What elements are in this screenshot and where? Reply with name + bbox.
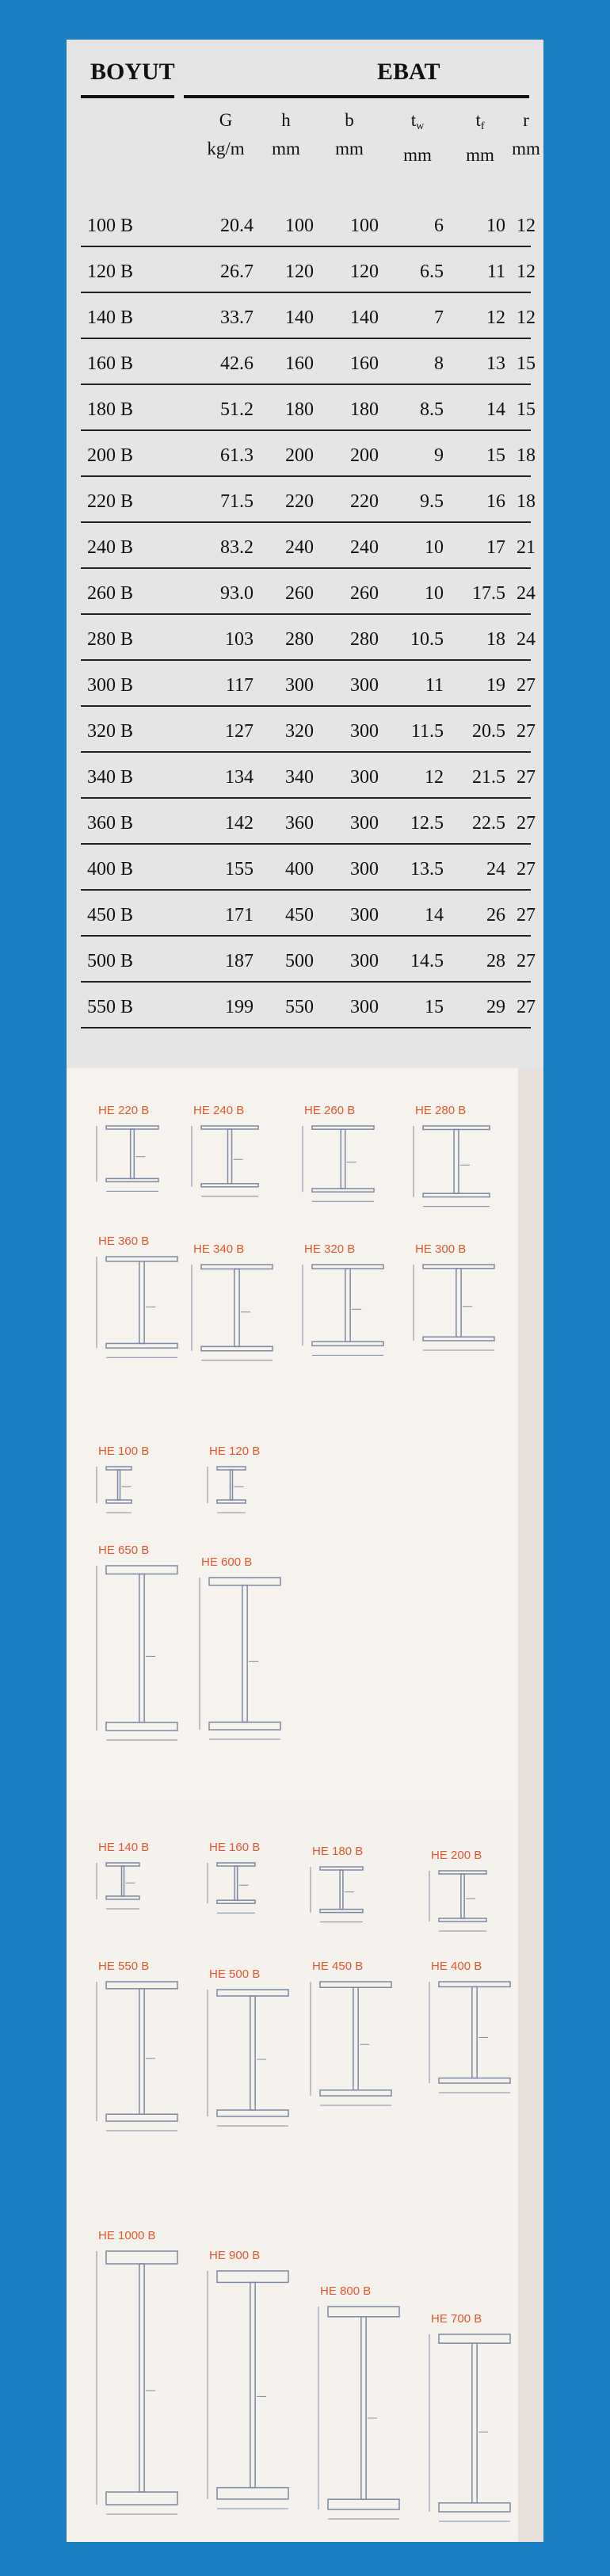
drawing-label: HE 400 B xyxy=(431,1960,482,1973)
column-unit: mm xyxy=(512,139,540,158)
profile-name: 550 B xyxy=(87,997,134,1017)
web-thickness-value: 9.5 xyxy=(420,491,444,512)
i-beam-section-svg xyxy=(90,2248,193,2521)
height-value: 120 xyxy=(285,261,314,282)
bottom-flange xyxy=(439,2078,510,2083)
column-symbol-letter: G xyxy=(219,110,233,130)
drawing-label: HE 260 B xyxy=(304,1104,356,1117)
table-row xyxy=(67,941,543,987)
i-beam-section-svg xyxy=(296,1261,399,1361)
profile-name: 400 B xyxy=(87,859,134,880)
web xyxy=(139,1574,144,1722)
web-thickness-value: 14.5 xyxy=(410,951,444,971)
weight-value: 83.2 xyxy=(220,537,254,558)
ebat-header-rule xyxy=(184,95,529,98)
web xyxy=(250,1996,255,2110)
weight-value: 26.7 xyxy=(220,261,254,282)
flange-thickness-value: 17 xyxy=(486,537,505,558)
web-thickness-value: 11 xyxy=(425,675,444,696)
bottom-flange xyxy=(320,2090,391,2096)
top-flange xyxy=(312,1265,383,1269)
column-header-4 xyxy=(455,106,505,170)
radius-value: 15 xyxy=(517,399,536,420)
weight-value: 71.5 xyxy=(220,491,254,512)
bottom-flange xyxy=(106,1343,177,1348)
profile-name: 260 B xyxy=(87,583,134,604)
drawing-label: HE 120 B xyxy=(209,1444,261,1458)
height-value: 300 xyxy=(285,675,314,696)
bottom-flange xyxy=(201,1346,273,1350)
width-value: 300 xyxy=(350,675,379,696)
i-beam-section-svg xyxy=(423,1979,526,2099)
column-symbol xyxy=(512,106,540,135)
table-row xyxy=(67,620,543,666)
width-value: 100 xyxy=(350,216,379,236)
i-beam-section-svg xyxy=(90,1464,147,1519)
bottom-flange xyxy=(312,1341,383,1345)
i-beam-section-svg xyxy=(201,1464,261,1519)
flange-thickness-value: 13 xyxy=(486,353,505,374)
height-value: 240 xyxy=(285,537,314,558)
radius-value: 27 xyxy=(517,675,536,696)
row-divider xyxy=(81,1027,531,1028)
top-flange xyxy=(439,1982,510,1986)
drawing-label: HE 650 B xyxy=(98,1544,150,1557)
boyut-header-rule xyxy=(81,95,174,98)
radius-value: 27 xyxy=(517,905,536,925)
column-unit: mm xyxy=(403,145,432,165)
flange-thickness-value: 16 xyxy=(486,491,505,512)
drawing-label: HE 600 B xyxy=(201,1555,253,1569)
column-symbol xyxy=(455,106,505,141)
radius-value: 15 xyxy=(517,353,536,374)
web-thickness-value: 15 xyxy=(425,997,444,1017)
flange-thickness-value: 22.5 xyxy=(472,813,505,834)
row-divider xyxy=(81,935,531,937)
width-value: 300 xyxy=(350,767,379,788)
drawing-label: HE 700 B xyxy=(431,2312,482,2326)
table-row xyxy=(67,895,543,941)
height-value: 180 xyxy=(285,399,314,420)
drawing-label: HE 360 B xyxy=(98,1235,150,1248)
height-value: 160 xyxy=(285,353,314,374)
web-thickness-value: 8 xyxy=(434,353,444,374)
web-thickness-value: 8.5 xyxy=(420,399,444,420)
radius-value: 18 xyxy=(517,491,536,512)
web-thickness-value: 6 xyxy=(434,216,444,236)
height-value: 360 xyxy=(285,813,314,834)
top-flange xyxy=(217,2271,288,2282)
i-beam-section-svg xyxy=(90,1563,193,1746)
i-beam-section-svg xyxy=(304,1979,407,2112)
column-header-5 xyxy=(512,106,540,163)
width-value: 240 xyxy=(350,537,379,558)
weight-value: 33.7 xyxy=(220,307,254,328)
width-value: 300 xyxy=(350,859,379,880)
web-thickness-value: 10 xyxy=(425,583,444,604)
table-row xyxy=(67,482,543,528)
flange-thickness-value: 26 xyxy=(486,905,505,925)
column-symbol-letter: h xyxy=(281,110,291,130)
drawing-label: HE 1000 B xyxy=(98,2229,156,2242)
row-divider xyxy=(81,521,531,523)
bottom-flange xyxy=(209,1722,280,1730)
drawing-label: HE 200 B xyxy=(431,1849,482,1862)
profile-name: 200 B xyxy=(87,445,134,466)
drawing-label: HE 100 B xyxy=(98,1444,150,1458)
width-value: 300 xyxy=(350,721,379,742)
web-thickness-value: 12 xyxy=(425,767,444,788)
top-flange xyxy=(106,1982,177,1989)
i-beam-section-svg xyxy=(90,1979,193,2137)
row-divider xyxy=(81,384,531,385)
web xyxy=(250,2282,255,2487)
column-header-2 xyxy=(325,106,374,163)
column-symbol xyxy=(391,106,444,141)
i-beam-section-svg xyxy=(407,1123,505,1213)
weight-value: 20.4 xyxy=(220,216,254,236)
radius-value: 18 xyxy=(517,445,536,466)
column-symbol-letter: t xyxy=(475,110,481,130)
radius-value: 27 xyxy=(517,997,536,1017)
web xyxy=(461,1874,464,1918)
web xyxy=(122,1866,124,1896)
i-beam-section-svg xyxy=(296,1123,390,1208)
web xyxy=(139,2264,144,2492)
drawing-label: HE 320 B xyxy=(304,1242,356,1256)
i-beam-section-svg xyxy=(201,2268,304,2515)
column-unit: mm xyxy=(272,139,300,158)
weight-value: 187 xyxy=(225,951,254,971)
radius-value: 24 xyxy=(517,629,536,650)
weight-value: 103 xyxy=(225,629,254,650)
i-beam-section-svg xyxy=(185,1123,274,1203)
weight-value: 171 xyxy=(225,905,254,925)
drawing-label: HE 500 B xyxy=(209,1967,261,1981)
drawing-label: HE 450 B xyxy=(312,1960,364,1973)
row-divider xyxy=(81,292,531,293)
table-row xyxy=(67,528,543,574)
radius-value: 12 xyxy=(517,307,536,328)
web-thickness-value: 11.5 xyxy=(410,721,444,742)
drawing-label: HE 300 B xyxy=(415,1242,467,1256)
boyut-header: BOYUT xyxy=(90,59,175,85)
width-value: 120 xyxy=(350,261,379,282)
height-value: 500 xyxy=(285,951,314,971)
drawing-label: HE 800 B xyxy=(320,2284,372,2298)
column-symbol-letter: b xyxy=(345,110,354,130)
i-beam-section-svg xyxy=(312,2303,415,2525)
table-row xyxy=(67,849,543,895)
web xyxy=(131,1129,135,1178)
web xyxy=(139,1261,144,1344)
radius-value: 27 xyxy=(517,721,536,742)
top-flange xyxy=(106,1566,177,1574)
row-divider xyxy=(81,475,531,477)
height-value: 320 xyxy=(285,721,314,742)
i-beam-section-svg xyxy=(90,1860,155,1915)
flange-thickness-value: 28 xyxy=(486,951,505,971)
bottom-flange xyxy=(328,2499,399,2509)
height-value: 280 xyxy=(285,629,314,650)
web xyxy=(345,1269,350,1341)
flange-thickness-value: 20.5 xyxy=(472,721,505,742)
column-header-0 xyxy=(198,106,254,163)
table-row xyxy=(67,574,543,620)
profile-name: 500 B xyxy=(87,951,134,971)
flange-thickness-value: 24 xyxy=(486,859,505,880)
radius-value: 27 xyxy=(517,813,536,834)
web-thickness-value: 10.5 xyxy=(410,629,444,650)
table-row xyxy=(67,298,543,344)
top-flange xyxy=(320,1982,391,1987)
table-row xyxy=(67,390,543,436)
drawing-label: HE 340 B xyxy=(193,1242,245,1256)
top-flange xyxy=(217,1990,288,1996)
width-value: 300 xyxy=(350,997,379,1017)
profile-name: 220 B xyxy=(87,491,134,512)
flange-thickness-value: 12 xyxy=(486,307,505,328)
web xyxy=(227,1129,231,1184)
height-value: 140 xyxy=(285,307,314,328)
drawing-label: HE 900 B xyxy=(209,2249,261,2262)
profile-name: 280 B xyxy=(87,629,134,650)
width-value: 300 xyxy=(350,905,379,925)
top-flange xyxy=(439,2334,510,2343)
table-row xyxy=(67,436,543,482)
column-header-3 xyxy=(391,106,444,170)
row-divider xyxy=(81,705,531,707)
profile-name: 140 B xyxy=(87,307,134,328)
profile-name: 300 B xyxy=(87,675,134,696)
column-symbol xyxy=(325,106,374,135)
table-row xyxy=(67,987,543,1033)
weight-value: 155 xyxy=(225,859,254,880)
profile-name: 450 B xyxy=(87,905,134,925)
drawing-label: HE 240 B xyxy=(193,1104,245,1117)
row-divider xyxy=(81,659,531,661)
column-symbol-subscript: f xyxy=(480,120,485,132)
i-beam-section-svg xyxy=(90,1123,174,1197)
table-row xyxy=(67,344,543,390)
weight-value: 142 xyxy=(225,813,254,834)
flange-thickness-value: 15 xyxy=(486,445,505,466)
web xyxy=(341,1129,345,1189)
width-value: 280 xyxy=(350,629,379,650)
weight-value: 199 xyxy=(225,997,254,1017)
radius-value: 24 xyxy=(517,583,536,604)
radius-value: 27 xyxy=(517,859,536,880)
weight-value: 61.3 xyxy=(220,445,254,466)
web-thickness-value: 14 xyxy=(425,905,444,925)
weight-value: 134 xyxy=(225,767,254,788)
row-divider xyxy=(81,246,531,247)
table-row xyxy=(67,252,543,298)
top-flange xyxy=(328,2307,399,2317)
web-thickness-value: 12.5 xyxy=(410,813,444,834)
width-value: 300 xyxy=(350,813,379,834)
weight-value: 127 xyxy=(225,721,254,742)
flange-thickness-value: 14 xyxy=(486,399,505,420)
web xyxy=(340,1870,343,1910)
profile-name: 240 B xyxy=(87,537,134,558)
profile-table-panel xyxy=(67,40,543,1068)
top-flange xyxy=(209,1578,280,1586)
bottom-flange xyxy=(106,2492,177,2505)
web xyxy=(231,1470,233,1500)
profile-name: 100 B xyxy=(87,216,134,236)
column-symbol-letter: r xyxy=(523,110,529,130)
radius-value: 27 xyxy=(517,951,536,971)
column-unit: mm xyxy=(335,139,364,158)
height-value: 260 xyxy=(285,583,314,604)
radius-value: 12 xyxy=(517,261,536,282)
flange-thickness-value: 19 xyxy=(486,675,505,696)
i-beam-section-svg xyxy=(407,1261,510,1357)
radius-value: 21 xyxy=(517,537,536,558)
profile-name: 160 B xyxy=(87,353,134,374)
width-value: 180 xyxy=(350,399,379,420)
column-header-1 xyxy=(261,106,311,163)
column-symbol xyxy=(198,106,254,135)
height-value: 200 xyxy=(285,445,314,466)
i-beam-section-svg xyxy=(193,1574,296,1746)
flange-thickness-value: 21.5 xyxy=(472,767,505,788)
flange-thickness-value: 29 xyxy=(486,997,505,1017)
row-divider xyxy=(81,981,531,983)
width-value: 200 xyxy=(350,445,379,466)
profile-name: 180 B xyxy=(87,399,134,420)
column-symbol-subscript: w xyxy=(416,120,425,132)
weight-value: 117 xyxy=(225,675,254,696)
bottom-flange xyxy=(217,2488,288,2499)
table-row xyxy=(67,803,543,849)
height-value: 220 xyxy=(285,491,314,512)
row-divider xyxy=(81,613,531,615)
column-symbol xyxy=(261,106,311,135)
height-value: 550 xyxy=(285,997,314,1017)
column-unit: mm xyxy=(466,145,494,165)
height-value: 340 xyxy=(285,767,314,788)
flange-thickness-value: 18 xyxy=(486,629,505,650)
profile-drawings-area xyxy=(67,1068,543,2542)
profile-name: 360 B xyxy=(87,813,134,834)
row-divider xyxy=(81,429,531,431)
bottom-flange xyxy=(439,2503,510,2512)
i-beam-section-svg xyxy=(201,1986,304,2132)
web-thickness-value: 7 xyxy=(434,307,444,328)
drawing-label: HE 550 B xyxy=(98,1960,150,1973)
row-divider xyxy=(81,797,531,799)
width-value: 140 xyxy=(350,307,379,328)
row-divider xyxy=(81,751,531,753)
top-flange xyxy=(106,2251,177,2264)
web-thickness-value: 10 xyxy=(425,537,444,558)
web xyxy=(242,1586,247,1723)
web-thickness-value: 9 xyxy=(434,445,444,466)
web xyxy=(472,2343,477,2503)
i-beam-section-svg xyxy=(201,1860,271,1919)
web xyxy=(234,1269,239,1346)
profile-name: 120 B xyxy=(87,261,134,282)
bottom-flange xyxy=(217,2110,288,2116)
top-flange xyxy=(106,1257,177,1261)
web xyxy=(353,1987,358,2090)
web xyxy=(472,1986,477,2078)
column-units-row xyxy=(67,106,543,170)
weight-value: 93.0 xyxy=(220,583,254,604)
radius-value: 12 xyxy=(517,216,536,236)
weight-value: 51.2 xyxy=(220,399,254,420)
flange-thickness-value: 11 xyxy=(486,261,505,282)
web xyxy=(454,1129,459,1193)
width-value: 160 xyxy=(350,353,379,374)
row-divider xyxy=(81,338,531,339)
i-beam-section-svg xyxy=(304,1864,379,1929)
radius-value: 27 xyxy=(517,767,536,788)
web xyxy=(361,2317,366,2499)
width-value: 220 xyxy=(350,491,379,512)
profile-name: 320 B xyxy=(87,721,134,742)
ebat-header: EBAT xyxy=(377,59,440,85)
top-flange xyxy=(201,1265,273,1269)
table-row xyxy=(67,712,543,758)
weight-value: 42.6 xyxy=(220,353,254,374)
web xyxy=(456,1269,461,1337)
table-row xyxy=(67,758,543,803)
bottom-flange xyxy=(106,1723,177,1731)
table-row xyxy=(67,206,543,252)
web xyxy=(118,1470,120,1500)
i-beam-section-svg xyxy=(423,2331,526,2528)
web xyxy=(234,1866,237,1900)
web xyxy=(139,1989,144,2114)
table-row xyxy=(67,666,543,712)
row-divider xyxy=(81,843,531,845)
row-divider xyxy=(81,567,531,569)
column-symbol-letter: t xyxy=(410,110,417,130)
width-value: 300 xyxy=(350,951,379,971)
i-beam-section-svg xyxy=(185,1261,288,1367)
bottom-flange xyxy=(106,2114,177,2121)
i-beam-section-svg xyxy=(423,1868,502,1937)
height-value: 450 xyxy=(285,905,314,925)
height-value: 400 xyxy=(285,859,314,880)
drawing-label: HE 280 B xyxy=(415,1104,467,1117)
web-thickness-value: 13.5 xyxy=(410,859,444,880)
web-thickness-value: 6.5 xyxy=(420,261,444,282)
profile-name: 340 B xyxy=(87,767,134,788)
flange-thickness-value: 10 xyxy=(486,216,505,236)
flange-thickness-value: 17.5 xyxy=(472,583,505,604)
i-beam-section-svg xyxy=(90,1254,193,1364)
drawing-label: HE 140 B xyxy=(98,1841,150,1854)
width-value: 260 xyxy=(350,583,379,604)
column-unit: kg/m xyxy=(207,139,245,158)
drawing-label: HE 220 B xyxy=(98,1104,150,1117)
drawing-label: HE 160 B xyxy=(209,1841,261,1854)
drawing-label: HE 180 B xyxy=(312,1845,364,1858)
height-value: 100 xyxy=(285,216,314,236)
row-divider xyxy=(81,889,531,891)
